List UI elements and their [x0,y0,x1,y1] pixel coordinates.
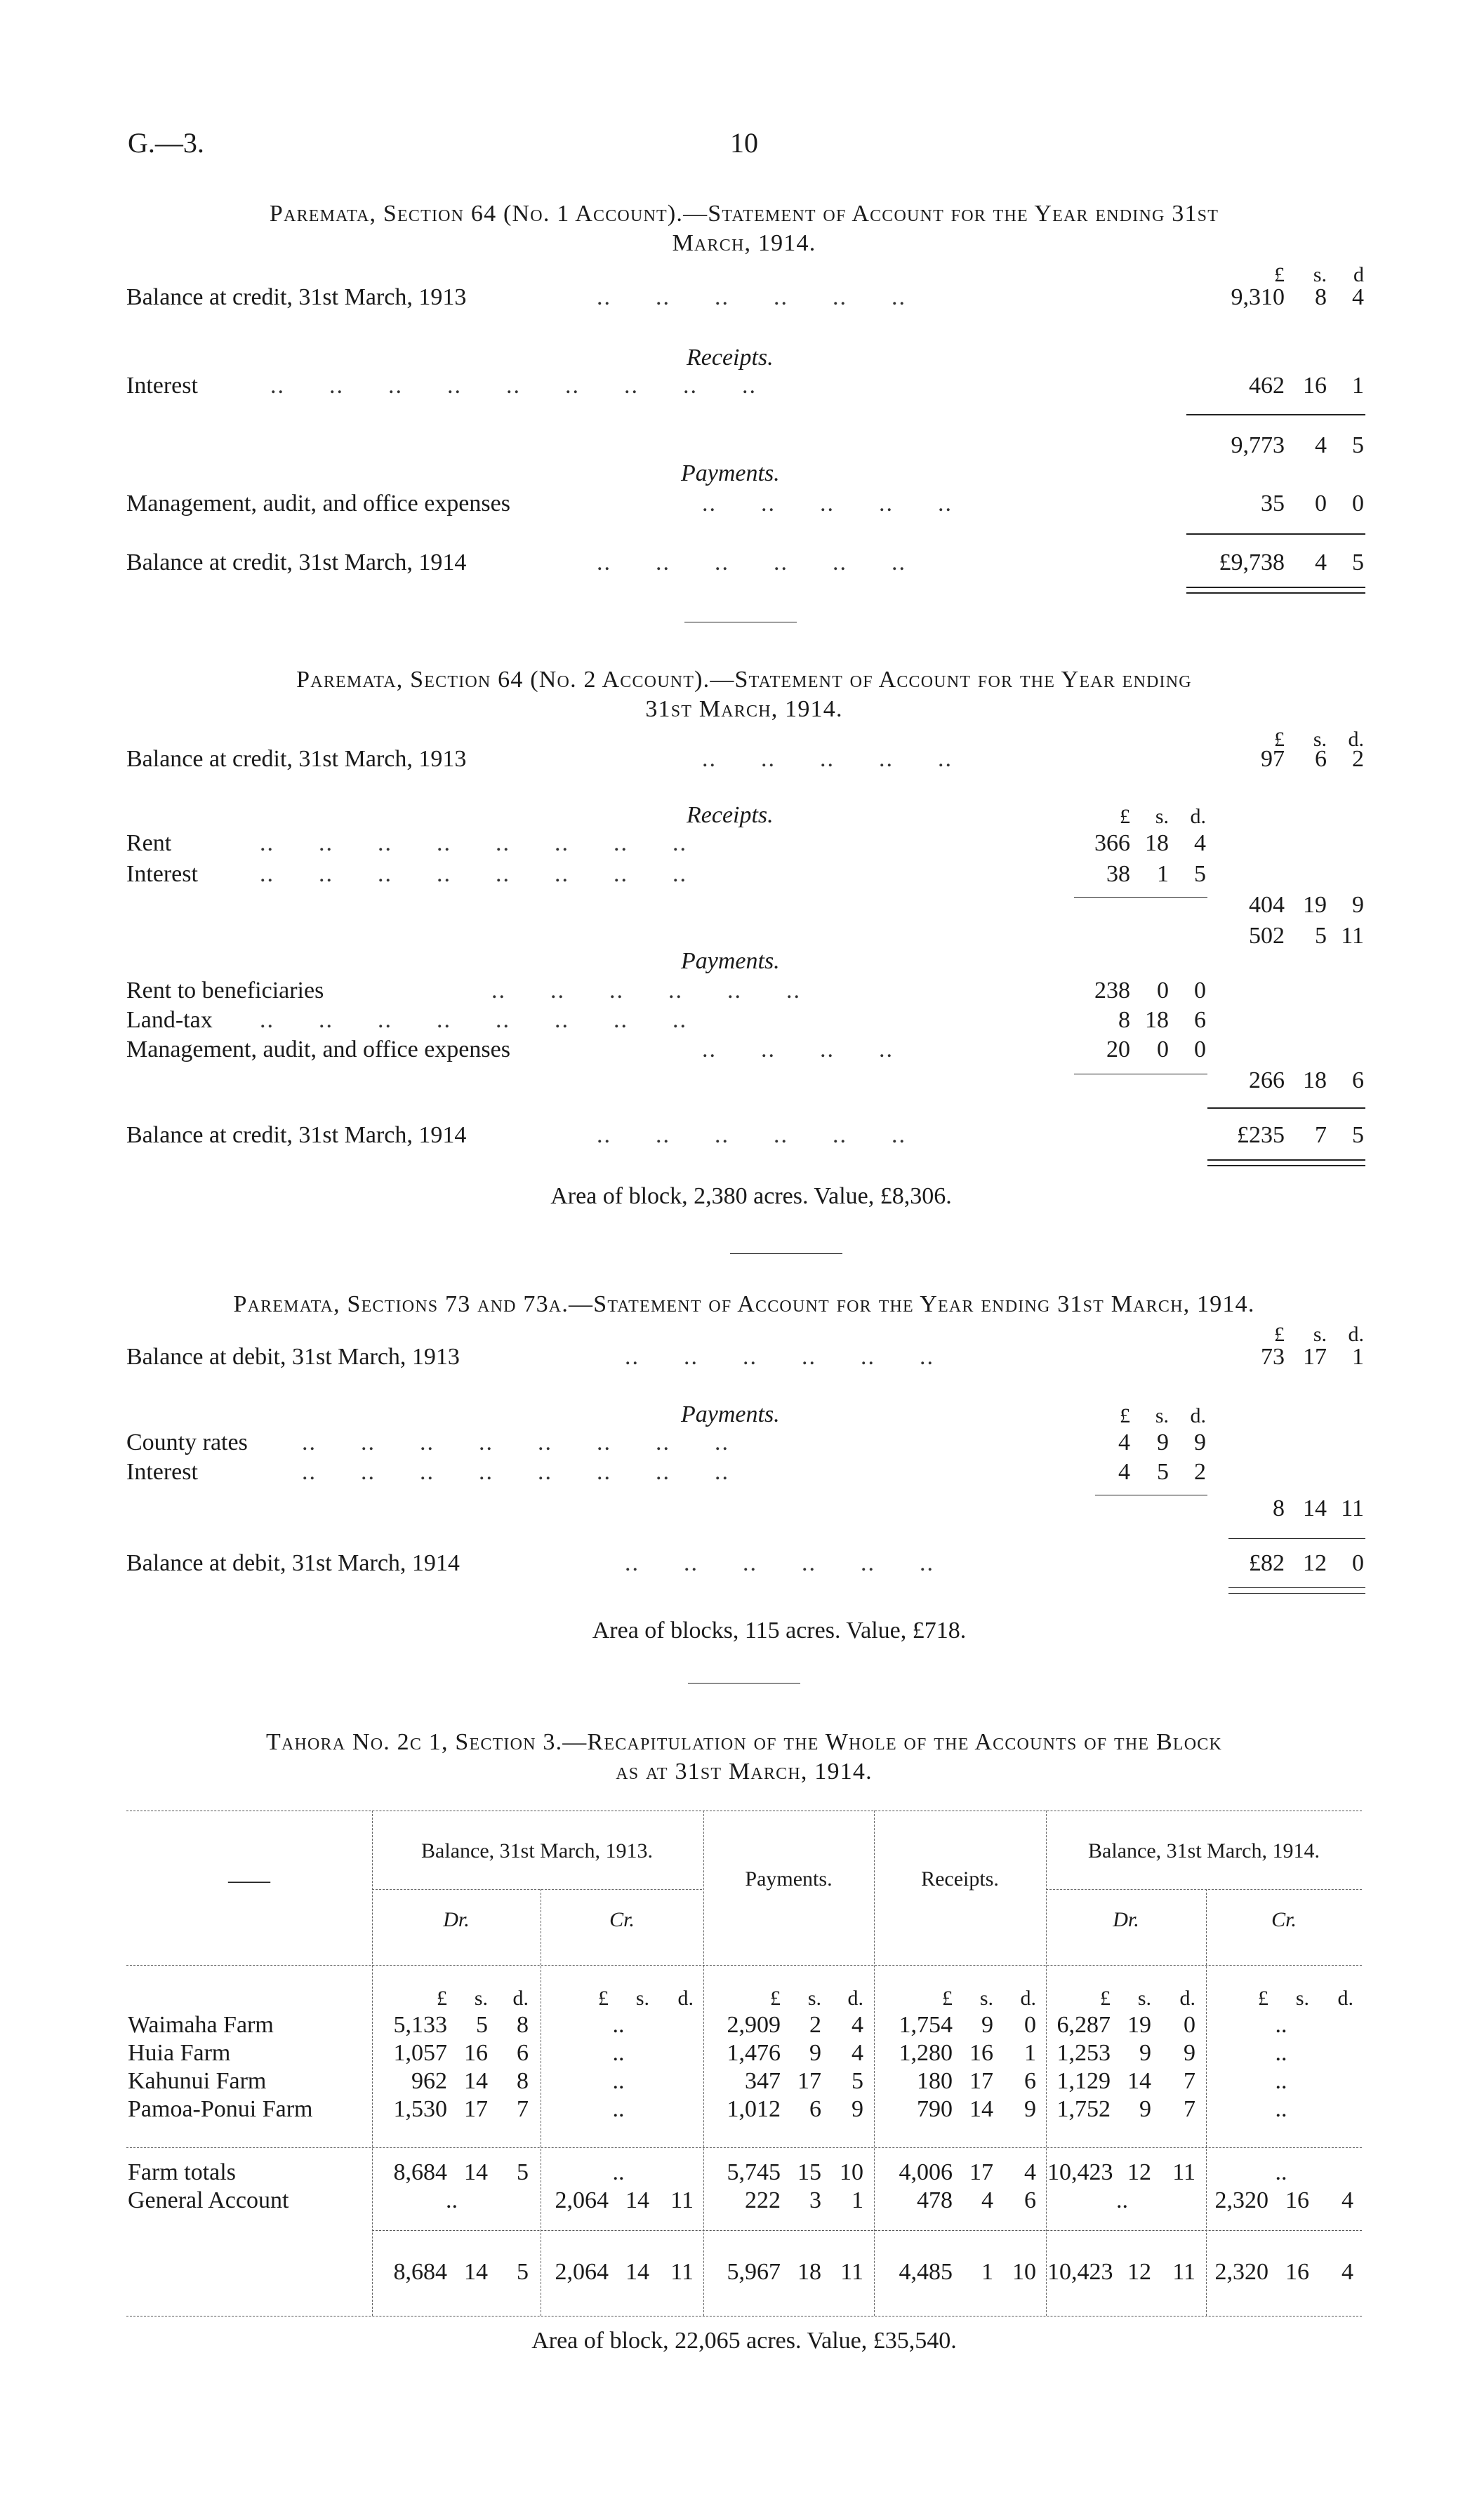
table-row-dr14-pounds: 6,287 [1056,2012,1111,2038]
sec2-landtax-shillings: 18 [1145,1007,1169,1033]
sec2-rent-label: Rent [126,830,172,856]
general-account-cr13-pence: 11 [670,2187,694,2213]
sec2-col-pounds: £ [1274,728,1285,751]
sec2-mgmt-shillings: 0 [1157,1036,1169,1062]
sec3-balance-open-pounds: 73 [1261,1344,1285,1370]
farm-totals-cr14-blank: .. [1275,2159,1287,2185]
grand-total-dr13-shillings: 14 [464,2259,488,2285]
sec2-interest-shillings: 1 [1157,861,1169,887]
unit-cr14-shillings: s. [1295,1987,1309,2010]
sec2-payments-total-pence: 6 [1352,1067,1364,1093]
section-divider [730,1253,842,1254]
report-code: G.—3. [128,127,204,159]
unit-rec-shillings: s. [979,1987,993,2010]
sec2-balance-close-pence: 5 [1352,1122,1364,1148]
table-row-pay-shillings: 6 [809,2096,821,2122]
sec1-receipts-heading: Receipts. [687,345,774,371]
sec4-area-value: Area of block, 22,065 acres. Value, £35,540. [531,2328,957,2354]
double-rule [1207,1165,1365,1166]
table-row-dr13-shillings: 17 [464,2096,488,2122]
sec2-rent-beneficiaries-shillings: 0 [1157,978,1169,1004]
sec1-balance-close-pence: 5 [1352,549,1364,575]
table-row-dr14-shillings: 19 [1127,2012,1151,2038]
sec2-landtax-label: Land-tax [126,1007,213,1033]
grand-total-dr13-pounds: 8,684 [393,2259,447,2285]
general-account-pay-shillings: 3 [809,2187,821,2213]
farm-totals-rec-pence: 4 [1024,2159,1036,2185]
table-row-dr14-pence: 7 [1184,2096,1195,2122]
table-row-pay-pounds: 1,476 [727,2040,781,2066]
sec1-mgmt-pounds: 35 [1261,491,1285,516]
table-row-dr13-pounds: 5,133 [393,2012,447,2038]
sec3-payments-total-pence: 11 [1341,1495,1364,1521]
table-head-cr-1914: Cr. [1271,1908,1297,1931]
unit-cr13-pounds: £ [598,1987,609,2010]
table-row-dr13-pounds: 1,057 [393,2040,447,2066]
grand-total-rec-pounds: 4,485 [899,2259,953,2285]
table-row-name: Pamoa-Ponui Farm [128,2096,313,2122]
sec2-mgmt-pounds: 20 [1106,1036,1130,1062]
leader-dots: .. .. .. .. .. .. .. .. [302,1459,729,1485]
farm-totals-cr13-blank: .. [612,2159,625,2185]
unit-cr14-pounds: £ [1258,1987,1268,2010]
sec2-title-line1: Paremata, Section 64 (No. 2 Account).—Statement of Account for the Year ending [296,667,1192,693]
double-rule [1228,1593,1365,1594]
table-total-rule [372,2230,1362,2231]
leader-dots: .. .. .. .. .. [702,491,953,516]
sec3-balance-open-label: Balance at debit, 31st March, 1913 [126,1344,460,1370]
sec3-county-rates-shillings: 9 [1157,1429,1169,1455]
sec2-col-pence: d. [1348,728,1364,751]
table-row-dr13-pence: 6 [517,2040,529,2066]
sec1-payments-heading: Payments. [681,460,780,486]
sec1-title-line2: March, 1914. [672,230,816,256]
sec3-county-rates-label: County rates [126,1429,248,1455]
sec2-rent-shillings: 18 [1145,830,1169,856]
sec3-balance-close-pounds: £82 [1249,1550,1285,1576]
leader-dots: .. .. .. .. .. .. .. .. [260,830,687,856]
general-account-dr13-blank: .. [446,2187,458,2213]
unit-dr13-shillings: s. [474,1987,488,2010]
sec2-rent-beneficiaries-pence: 0 [1194,978,1206,1004]
sec2-interest-pence: 5 [1194,861,1206,887]
general-account-dr14-blank: .. [1116,2187,1128,2213]
grand-total-cr13-shillings: 14 [625,2259,649,2285]
table-column-rule [1206,1889,1207,2316]
table-row-rec-pounds: 1,280 [899,2040,953,2066]
sec2-title-line2: 31st March, 1914. [645,696,843,722]
double-rule [1207,1159,1365,1161]
table-row-dr13-shillings: 16 [464,2040,488,2066]
sec3-balance-open-shillings: 17 [1303,1344,1327,1370]
table-row-dr14-pence: 9 [1184,2040,1195,2066]
sec1-interest-shillings: 16 [1303,373,1327,399]
sec1-mgmt-label: Management, audit, and office expenses [126,491,510,516]
sec2-mgmt-pence: 0 [1194,1036,1206,1062]
table-row-rec-pence: 1 [1024,2040,1036,2066]
unit-cr13-pence: d. [677,1987,694,2010]
sec3-payments-heading: Payments. [681,1401,780,1427]
leader-dots: .. .. .. .. [702,1036,894,1062]
sec2-receipts-heading: Receipts. [687,802,774,828]
table-head-payments: Payments. [745,1867,833,1891]
table-row-pay-pence: 9 [852,2096,863,2122]
table-head-rule [126,1965,1362,1966]
table-row-cr13-blank: .. [612,2096,625,2122]
grand-total-pay-pence: 11 [840,2259,863,2285]
table-row-dr14-pounds: 1,253 [1056,2040,1111,2066]
double-rule [1186,587,1365,588]
sec2-inner-col-shillings: s. [1155,805,1169,828]
table-row-dr13-pence: 8 [517,2068,529,2094]
table-row-rec-pounds: 790 [917,2096,953,2122]
sum-rule [1186,414,1365,415]
table-head-blank: —— [228,1869,270,1892]
leader-dots: .. .. .. .. .. .. [597,284,906,310]
table-subhead-rule [372,1889,702,1890]
unit-rec-pence: d. [1020,1987,1036,2010]
table-row-cr13-blank: .. [612,2040,625,2066]
sec3-inner-col-shillings: s. [1155,1404,1169,1427]
table-head-dr-1913: Dr. [443,1908,470,1931]
table-row-pay-pence: 4 [852,2040,863,2066]
sec3-county-rates-pence: 9 [1194,1429,1206,1455]
sec3-interest-pounds: 4 [1118,1459,1130,1485]
sec1-balance-open-pence: 4 [1352,284,1364,310]
table-row-pay-pence: 5 [852,2068,863,2094]
sec2-payments-heading: Payments. [681,948,780,974]
table-row-cr13-blank: .. [612,2012,625,2038]
section-divider [688,1683,800,1684]
grand-total-dr14-shillings: 12 [1127,2259,1151,2285]
unit-pay-pounds: £ [770,1987,781,2010]
farm-totals-rec-pounds: 4,006 [899,2159,953,2185]
table-row-cr13-blank: .. [612,2068,625,2094]
grand-total-pay-shillings: 18 [797,2259,821,2285]
grand-total-dr13-pence: 5 [517,2259,529,2285]
table-row-pay-shillings: 2 [809,2012,821,2038]
table-head-receipts: Receipts. [921,1867,999,1891]
farm-totals-dr14-pounds: 10,423 [1047,2159,1113,2185]
table-row-name: Waimaha Farm [128,2012,274,2038]
farm-totals-dr13-shillings: 14 [464,2159,488,2185]
farm-totals-dr14-shillings: 12 [1127,2159,1151,2185]
sec3-area-value: Area of blocks, 115 acres. Value, £718. [592,1618,967,1644]
sec1-balance-close-label: Balance at credit, 31st March, 1914 [126,549,467,575]
sec3-payments-total-shillings: 14 [1303,1495,1327,1521]
sec2-payments-total-pounds: 266 [1249,1067,1285,1093]
table-row-dr14-pounds: 1,129 [1056,2068,1111,2094]
sec2-balance-open-pounds: 97 [1261,746,1285,772]
sec2-grand-pounds: 502 [1249,923,1285,949]
table-row-rec-pounds: 180 [917,2068,953,2094]
general-account-label: General Account [128,2187,289,2213]
table-row-cr14-blank: .. [1275,2096,1287,2122]
farm-totals-label: Farm totals [128,2159,236,2185]
table-row-dr14-pence: 0 [1184,2012,1195,2038]
sec2-receipts-total-pounds: 404 [1249,892,1285,918]
leader-dots: .. .. .. .. .. .. [625,1550,934,1576]
grand-total-cr14-pounds: 2,320 [1214,2259,1268,2285]
table-column-rule [372,1811,373,2316]
table-head-balance-1914: Balance, 31st March, 1914. [1088,1839,1320,1862]
leader-dots: .. .. .. .. .. .. [625,1344,934,1370]
leader-dots: .. .. .. .. .. .. [491,978,801,1004]
sec2-balance-open-label: Balance at credit, 31st March, 1913 [126,746,467,772]
sec2-balance-open-pence: 2 [1352,746,1364,772]
sec3-title: Paremata, Sections 73 and 73a.—Statement of Account for the Year ending 31st March, 1914. [233,1291,1255,1317]
table-row-dr13-pence: 7 [517,2096,529,2122]
farm-totals-dr13-pounds: 8,684 [393,2159,447,2185]
table-row-rec-shillings: 9 [981,2012,993,2038]
farm-totals-pay-pence: 10 [840,2159,863,2185]
general-account-cr14-pence: 4 [1341,2187,1353,2213]
table-row-rec-pence: 6 [1024,2068,1036,2094]
unit-dr14-pence: d. [1179,1987,1195,2010]
sec1-balance-close-pounds: £9,738 [1219,549,1285,575]
table-row-dr13-pounds: 962 [411,2068,447,2094]
sec1-col-pence: d [1353,263,1364,286]
sec1-total-pounds: 9,773 [1231,432,1285,458]
table-row-rec-pence: 0 [1024,2012,1036,2038]
sec1-balance-open-pounds: 9,310 [1231,284,1285,310]
sec2-balance-close-shillings: 7 [1315,1122,1327,1148]
sec2-payments-total-shillings: 18 [1303,1067,1327,1093]
table-row-name: Kahunui Farm [128,2068,267,2094]
table-row-name: Huia Farm [128,2040,231,2066]
table-row-dr13-shillings: 5 [476,2012,488,2038]
table-row-pay-pounds: 347 [745,2068,781,2094]
grand-total-cr13-pounds: 2,064 [555,2259,609,2285]
sec3-balance-close-label: Balance at debit, 31st March, 1914 [126,1550,460,1576]
farm-totals-rec-shillings: 17 [969,2159,993,2185]
sec2-balance-close-pounds: £235 [1237,1122,1285,1148]
sec2-rent-pounds: 366 [1094,830,1130,856]
table-row-rec-shillings: 16 [969,2040,993,2066]
leader-dots: .. .. .. .. .. [702,746,953,772]
sec1-col-pounds: £ [1274,263,1285,286]
unit-dr13-pence: d. [512,1987,529,2010]
table-subtotal-rule [126,2147,1362,2148]
sec1-title-line1: Paremata, Section 64 (No. 1 Account).—Statement of Account for the Year ending 31st [269,201,1219,227]
table-row-dr14-shillings: 9 [1139,2040,1151,2066]
sec2-landtax-pence: 6 [1194,1007,1206,1033]
general-account-cr14-shillings: 16 [1285,2187,1309,2213]
sec1-total-shillings: 4 [1315,432,1327,458]
sec3-balance-close-pence: 0 [1352,1550,1364,1576]
leader-dots: .. .. .. .. .. .. .. .. [302,1429,729,1455]
sec1-mgmt-pence: 0 [1352,491,1364,516]
table-row-dr13-pounds: 1,530 [393,2096,447,2122]
sec3-inner-col-pounds: £ [1120,1404,1130,1427]
page-number: 10 [730,127,758,159]
sec3-balance-close-shillings: 12 [1303,1550,1327,1576]
sec3-payments-total-pounds: 8 [1273,1495,1285,1521]
sec2-inner-col-pounds: £ [1120,805,1130,828]
unit-cr13-shillings: s. [635,1987,649,2010]
sec1-mgmt-shillings: 0 [1315,491,1327,516]
sec4-title-line2: as at 31st March, 1914. [616,1759,873,1785]
sec2-rent-beneficiaries-label: Rent to beneficiaries [126,978,324,1004]
sec1-total-pence: 5 [1352,432,1364,458]
table-head-dr-1914: Dr. [1113,1908,1139,1931]
table-row-dr14-shillings: 14 [1127,2068,1151,2094]
sec3-interest-shillings: 5 [1157,1459,1169,1485]
table-row-pay-pounds: 2,909 [727,2012,781,2038]
sec2-interest-label: Interest [126,861,198,887]
grand-total-pay-pounds: 5,967 [727,2259,781,2285]
table-row-dr14-pence: 7 [1184,2068,1195,2094]
leader-dots: .. .. .. .. .. .. [597,1122,906,1148]
sec2-mgmt-label: Management, audit, and office expenses [126,1036,510,1062]
table-head-cr-1913: Cr. [609,1908,635,1931]
table-subhead-rule [1046,1889,1362,1890]
grand-total-rec-pence: 10 [1012,2259,1036,2285]
sec3-col-pounds: £ [1274,1323,1285,1346]
sec1-interest-label: Interest [126,373,198,399]
double-rule [1228,1587,1365,1588]
table-row-rec-pounds: 1,754 [899,2012,953,2038]
unit-pay-shillings: s. [807,1987,821,2010]
table-row-dr14-shillings: 9 [1139,2096,1151,2122]
grand-total-cr13-pence: 11 [670,2259,694,2285]
table-row-pay-pence: 4 [852,2012,863,2038]
sec1-interest-pounds: 462 [1249,373,1285,399]
table-row-pay-shillings: 17 [797,2068,821,2094]
sec1-interest-pence: 1 [1352,373,1364,399]
table-row-cr14-blank: .. [1275,2068,1287,2094]
unit-dr14-shillings: s. [1137,1987,1151,2010]
double-rule [1186,592,1365,594]
sec3-interest-pence: 2 [1194,1459,1206,1485]
grand-total-rec-shillings: 1 [981,2259,993,2285]
general-account-pay-pence: 1 [852,2187,863,2213]
farm-totals-dr13-pence: 5 [517,2159,529,2185]
table-row-pay-pounds: 1,012 [727,2096,781,2122]
table-row-cr14-blank: .. [1275,2040,1287,2066]
table-row-pay-shillings: 9 [809,2040,821,2066]
sec3-col-shillings: s. [1313,1323,1327,1346]
grand-total-cr14-pence: 4 [1341,2259,1353,2285]
farm-totals-dr14-pence: 11 [1172,2159,1195,2185]
farm-totals-pay-pounds: 5,745 [727,2159,781,2185]
sec1-col-shillings: s. [1313,263,1327,286]
farm-totals-pay-shillings: 15 [797,2159,821,2185]
sec3-county-rates-pounds: 4 [1118,1429,1130,1455]
sec2-col-shillings: s. [1313,728,1327,751]
general-account-rec-shillings: 4 [981,2187,993,2213]
sec2-receipts-total-pence: 9 [1352,892,1364,918]
table-head-balance-1913: Balance, 31st March, 1913. [421,1839,653,1862]
general-account-cr13-shillings: 14 [625,2187,649,2213]
sec2-rent-pence: 4 [1194,830,1206,856]
sec2-landtax-pounds: 8 [1118,1007,1130,1033]
sec4-title-line1: Tahora No. 2c 1, Section 3.—Recapitulation of the Whole of the Accounts of the Block [265,1729,1222,1755]
sec2-rent-beneficiaries-pounds: 238 [1094,978,1130,1004]
grand-total-dr14-pounds: 10,423 [1047,2259,1113,2285]
unit-cr14-pence: d. [1337,1987,1353,2010]
table-row-dr14-pounds: 1,752 [1056,2096,1111,2122]
leader-dots: .. .. .. .. .. .. .. .. .. [270,373,757,399]
sec2-grand-shillings: 5 [1315,923,1327,949]
table-row-rec-pence: 9 [1024,2096,1036,2122]
table-row-cr14-blank: .. [1275,2012,1287,2038]
sec2-interest-pounds: 38 [1106,861,1130,887]
unit-rec-pounds: £ [942,1987,953,2010]
sec3-interest-label: Interest [126,1459,198,1485]
sec3-col-pence: d. [1348,1323,1364,1346]
general-account-rec-pounds: 478 [917,2187,953,2213]
sec2-balance-close-label: Balance at credit, 31st March, 1914 [126,1122,467,1148]
sec1-balance-open-shillings: 8 [1315,284,1327,310]
sec2-grand-pence: 11 [1341,923,1364,949]
sum-rule [1207,1107,1365,1109]
sec2-inner-col-pence: d. [1190,805,1206,828]
sec2-area-value: Area of block, 2,380 acres. Value, £8,306. [550,1183,952,1209]
sec2-receipts-total-shillings: 19 [1303,892,1327,918]
general-account-cr13-pounds: 2,064 [555,2187,609,2213]
table-row-dr13-pence: 8 [517,2012,529,2038]
table-row-rec-shillings: 17 [969,2068,993,2094]
unit-pay-pence: d. [847,1987,863,2010]
sum-rule [1186,533,1365,535]
sum-rule [1228,1538,1365,1539]
leader-dots: .. .. .. .. .. .. .. .. [260,1007,687,1033]
table-column-rule [1046,1811,1047,2316]
general-account-cr14-pounds: 2,320 [1214,2187,1268,2213]
grand-total-dr14-pence: 11 [1172,2259,1195,2285]
sec2-balance-open-shillings: 6 [1315,746,1327,772]
sec1-balance-close-shillings: 4 [1315,549,1327,575]
sec3-balance-open-pence: 1 [1352,1344,1364,1370]
grand-total-cr14-shillings: 16 [1285,2259,1309,2285]
unit-dr14-pounds: £ [1100,1987,1111,2010]
table-row-rec-shillings: 14 [969,2096,993,2122]
leader-dots: .. .. .. .. .. .. [597,549,906,575]
sec1-balance-open-label: Balance at credit, 31st March, 1913 [126,284,467,310]
general-account-rec-pence: 6 [1024,2187,1036,2213]
general-account-pay-pounds: 222 [745,2187,781,2213]
unit-dr13-pounds: £ [437,1987,447,2010]
sec3-inner-col-pence: d. [1190,1404,1206,1427]
leader-dots: .. .. .. .. .. .. .. .. [260,861,687,887]
table-row-dr13-shillings: 14 [464,2068,488,2094]
